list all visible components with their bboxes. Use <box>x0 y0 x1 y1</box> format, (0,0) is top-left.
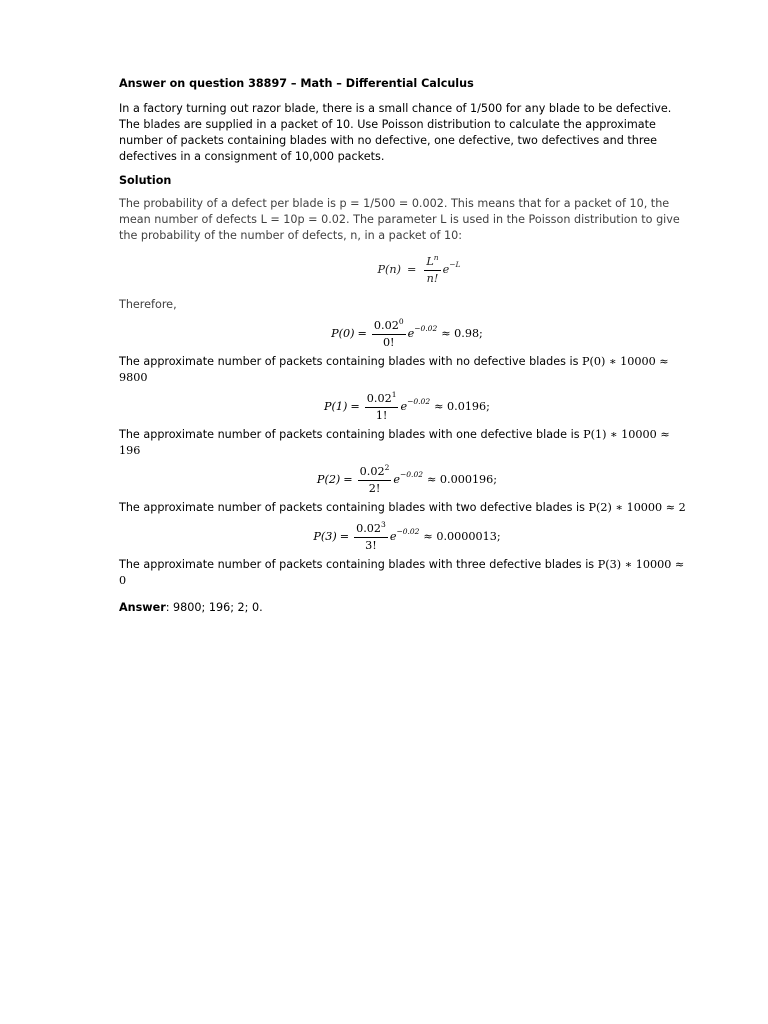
equation-equals: = <box>350 400 360 413</box>
numerator-base: 0.02 <box>356 522 382 535</box>
numerator-exponent: 2 <box>384 463 390 472</box>
poisson-formula <box>119 255 689 285</box>
formula-lhs: P(n) <box>377 263 401 276</box>
equation-exp-power: −0.02 <box>414 324 438 333</box>
equation-approx: ≈ 0.000196; <box>426 473 498 486</box>
numerator-base: 0.02 <box>366 392 392 405</box>
formula-exp-power: −L <box>449 260 461 269</box>
equation-equals: = <box>339 530 350 543</box>
numerator-base: 0.02 <box>359 465 385 478</box>
therefore-text: Therefore, <box>119 298 177 311</box>
equation-numerator <box>358 465 392 481</box>
equation-denominator: 1! <box>375 409 388 422</box>
equation-fraction <box>354 522 388 552</box>
problem-statement: In a factory turning out razor blade, there is a small chance of 1/500 for any blade to be defective. The blades are supplied in a packet of 10. Use Poisson distribution to calculate the approximate number of packets containing blades with no defective, one defective, two defectives and three defectives in a consignment of 10,000 packets. <box>119 102 672 163</box>
equation-exp-power: −0.02 <box>407 397 431 406</box>
result-sentence: The approximate number of packets containing blades with no defective blades is <box>119 355 583 368</box>
equation-fraction <box>358 465 392 495</box>
answer-label: Answer <box>119 601 166 614</box>
document-body <box>119 76 689 627</box>
equation-exp-base: e <box>400 400 408 413</box>
document-title: Answer on question 38897 – Math – Differential Calculus <box>119 77 474 90</box>
numerator-base: 0.02 <box>373 319 399 332</box>
equation-lhs: P(0) <box>331 327 355 340</box>
formula-fraction <box>424 255 440 285</box>
equation-numerator <box>365 392 399 408</box>
equation-p3 <box>119 522 689 552</box>
result-expression: P(2) ∗ 10000 ≈ 2 <box>588 501 686 514</box>
equation-p0 <box>119 319 689 349</box>
result-line-p1 <box>119 427 689 459</box>
equation-approx: ≈ 0.98; <box>441 327 483 340</box>
numerator-exponent: 1 <box>391 390 397 399</box>
numerator-base: L <box>426 255 434 268</box>
answer-values: : 9800; 196; 2; 0. <box>165 601 263 614</box>
formula-equals: = <box>406 263 417 276</box>
equation-denominator: 3! <box>365 539 377 552</box>
result-expression: P(3) ∗ 10000 ≈ 0 <box>119 558 685 587</box>
solution-heading: Solution <box>119 174 172 187</box>
equation-denominator: 2! <box>368 482 381 495</box>
equation-numerator <box>372 319 406 335</box>
equation-lhs: P(3) <box>313 530 337 543</box>
numerator-exponent: n <box>433 253 439 262</box>
formula-numerator <box>424 255 440 271</box>
equation-exp-power: −0.02 <box>400 470 423 479</box>
result-line-p3 <box>119 557 689 589</box>
numerator-exponent: 3 <box>381 520 386 529</box>
equation-lhs: P(1) <box>324 400 348 413</box>
equation-equals: = <box>357 327 367 340</box>
result-expression: P(0) ∗ 10000 ≈ 9800 <box>119 355 669 384</box>
equation-fraction <box>372 319 406 349</box>
equation-p2 <box>119 465 689 495</box>
equation-exp-power: −0.02 <box>396 527 420 536</box>
equation-exp-base: e <box>393 473 400 486</box>
equation-approx: ≈ 0.0000013; <box>423 530 501 543</box>
result-sentence: The approximate number of packets containing blades with three defective blades is <box>119 558 598 571</box>
formula-exp-base: e <box>442 263 450 276</box>
equation-equals: = <box>343 473 353 486</box>
solution-intro: The probability of a defect per blade is p = 1/500 = 0.002. This means that for a packet of 10, the mean number of defects L = 10p = 0.02. The parameter L is used in the Poisson distribution to give the probability of the number of defects, n, in a packet of 10: <box>119 197 680 242</box>
equation-denominator: 0! <box>382 336 395 349</box>
numerator-exponent: 0 <box>398 317 404 326</box>
equation-exp-base: e <box>407 327 415 340</box>
result-sentence: The approximate number of packets containing blades with one defective blade is <box>119 428 584 441</box>
equation-p1 <box>119 392 689 422</box>
equation-fraction <box>365 392 399 422</box>
equation-numerator <box>354 522 388 538</box>
final-answer <box>119 600 689 616</box>
result-line-p0 <box>119 354 689 386</box>
result-line-p2 <box>119 500 689 516</box>
result-expression: P(1) ∗ 10000 ≈ 196 <box>119 428 670 457</box>
equation-lhs: P(2) <box>316 473 341 486</box>
formula-denominator: n! <box>426 272 439 285</box>
equation-approx: ≈ 0.0196; <box>434 400 490 413</box>
result-sentence: The approximate number of packets containing blades with two defective blades is <box>119 501 589 514</box>
equation-exp-base: e <box>389 530 397 543</box>
